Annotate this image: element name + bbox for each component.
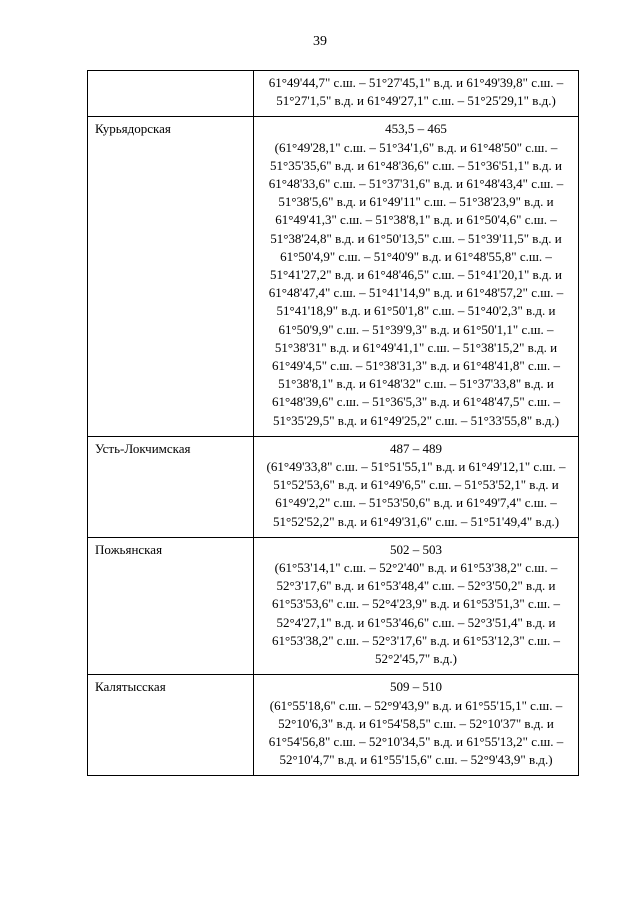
site-name: Пожьянская	[88, 537, 254, 674]
table-row	[88, 436, 579, 537]
site-details	[254, 675, 579, 776]
site-details	[254, 71, 579, 117]
coordinates-text: (61°49'33,8" с.ш. – 51°51'55,1" в.д. и 61°49'12,1" с.ш. – 51°52'53,6" в.д. и 61°49'6,5" с.ш. – 51°53'52,1" в.д. и 61°49'2,2" с.ш. – 51°53'50,6" в.д. и 61°49'7,4" с.ш. – 51°52'52,2" в.д. и 61°49'31,6" с.ш. – 51°51'49,4" в.д.)	[266, 459, 566, 529]
site-name: Калятысская	[88, 675, 254, 776]
site-name: Курьядорская	[88, 117, 254, 436]
site-details	[254, 436, 579, 537]
table-row	[88, 117, 579, 436]
kilometer-range: 502 – 503	[390, 541, 442, 557]
site-name: Усть-Локчимская	[88, 436, 254, 537]
page-number: 39	[313, 34, 327, 49]
kilometer-range: 509 – 510	[390, 679, 442, 695]
site-details	[254, 537, 579, 674]
table-row	[88, 675, 579, 776]
coordinates-text: (61°53'14,1" с.ш. – 52°2'40" в.д. и 61°53'38,2" с.ш. – 52°3'17,6" в.д. и 61°53'48,4" с.ш. – 52°3'50,2" в.д. и 61°53'53,6" с.ш. – 52°4'23,9" в.д. и 61°53'51,3" с.ш. – 52°4'27,1" в.д. и 61°53'46,6" с.ш. – 52°3'51,4" в.д. и 61°53'38,2" с.ш. – 52°3'17,6" в.д. и 61°53'12,3" с.ш. – 52°2'45,7" в.д.)	[271, 560, 561, 667]
site-name	[88, 71, 254, 117]
coordinates-text: (61°49'28,1" с.ш. – 51°34'1,6" в.д. и 61°48'50" с.ш. – 51°35'35,6" в.д. и 61°48'36,6" с.ш. – 51°36'51,1" в.д. и 61°48'33,6" с.ш. – 51°37'31,6" в.д. и 61°48'43,4" с.ш. – 51°38'5,6" в.д. и 61°49'11" с.ш. – 51°38'23,9" в.д. и 61°49'41,3" с.ш. – 51°38'8,1" в.д. и 61°50'4,6" с.ш. – 51°38'24,8" в.д. и 61°50'13,5" с.ш. – 51°39'11,5" в.д. и 61°50'4,9" с.ш. – 51°40'9" в.д. и 61°48'55,8" с.ш. – 51°41'27,2" в.д. и 61°48'46,5" с.ш. – 51°41'20,1" в.д. и 61°48'47,4" с.ш. – 51°41'14,9" в.д. и 61°48'57,2" с.ш. – 51°41'18,9" в.д. и 61°50'1,8" с.ш. – 51°40'2,3" в.д. и 61°50'9,9" с.ш. – 51°39'9,3" в.д. и 61°50'1,1" с.ш. – 51°38'31" в.д. и 61°49'41,1" с.ш. – 51°38'15,2" в.д. и 61°49'4,5" с.ш. – 51°38'31,3" в.д. и 61°48'41,8" с.ш. – 51°38'8,1" в.д. и 61°48'32" с.ш. – 51°37'33,8" в.д. и 61°48'39,6" с.ш. – 51°36'5,3" в.д. и 61°48'47,5" с.ш. – 51°35'29,5" в.д. и 61°49'25,2" с.ш. – 51°33'55,8" в.д.)	[268, 139, 564, 428]
kilometer-range: 453,5 – 465	[385, 121, 447, 137]
coordinates-text: 61°49'44,7" с.ш. – 51°27'45,1" в.д. и 61°49'39,8" с.ш. – 51°27'1,5" в.д. и 61°49'27,1" с.ш. – 51°25'29,1" в.д.)	[268, 75, 564, 109]
kilometer-range: 487 – 489	[390, 440, 442, 456]
coordinates-text: (61°55'18,6" с.ш. – 52°9'43,9" в.д. и 61°55'15,1" с.ш. – 52°10'6,3" в.д. и 61°54'58,5" с.ш. – 52°10'37" в.д. и 61°54'56,8" с.ш. – 52°10'34,5" в.д. и 61°55'13,2" с.ш. – 52°10'4,7" в.д. и 61°55'15,6" с.ш. – 52°9'43,9" в.д.)	[268, 697, 564, 768]
table-row	[88, 71, 579, 117]
table-row	[88, 537, 579, 674]
coordinates-table	[87, 70, 579, 776]
site-details	[254, 117, 579, 436]
